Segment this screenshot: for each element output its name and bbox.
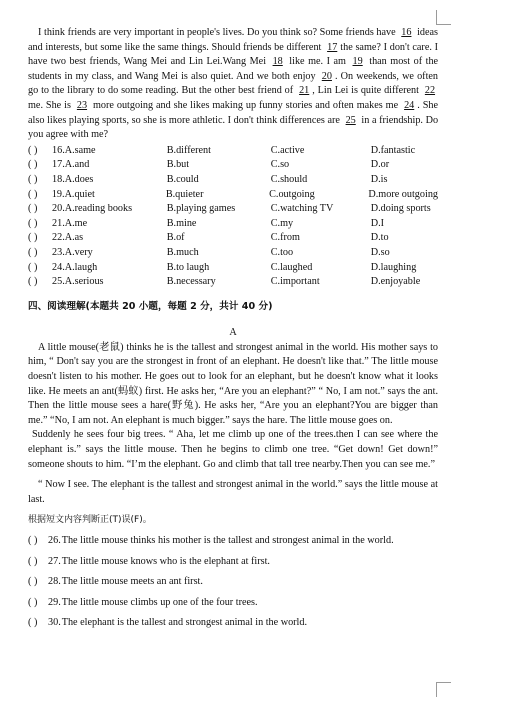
cloze-text: other best friend of [214,85,294,97]
question-number: 22 [52,232,63,244]
question-number: 16 [52,144,63,156]
answer-blank: ( ) [28,555,38,567]
option-d: D.or [370,159,390,171]
option-a: A.reading books [64,203,133,215]
answer-blank: ( ) [28,217,38,229]
option-a: A.very [64,246,93,258]
option-b: B.mine [166,217,197,229]
question-list [28,534,438,631]
option-c: C.my [270,217,294,229]
blank-19: 19 [352,56,363,68]
answer-blank: ( ) [28,276,38,288]
tf-question: ( ) 29 . The little mouse climbs up one of the four trees. [28,596,438,611]
blank-20: 20 [321,70,332,82]
blank-25: 25 [345,114,356,126]
question-number: 18 [52,173,63,185]
question-number: 25 [52,276,63,288]
option-b: B.of [166,232,185,244]
option-c: C.should [270,173,308,185]
option-b: B.to laugh [166,261,210,273]
cloze-text: sports, so she is more athletic. I don't think differences are [102,114,340,126]
cloze-passage [28,26,438,143]
option-row: ( ) 19 . A.quiet B.quieter C.outgoing D.more outgoing [28,188,438,203]
tf-question: ( ) 28 . The little mouse meets an ant first. [28,575,438,590]
tf-question: ( ) 30 . The elephant is the tallest and strongest animal in the world. [28,616,438,631]
answer-blank: ( ) [28,576,38,588]
option-d: D.doing sports [370,203,431,215]
option-a: A.and [64,159,90,171]
cloze-text: . She also likes playing [28,99,439,126]
blank-21: 21 [299,85,310,97]
question-number: 21 [52,217,63,229]
cloze-text: the [340,41,353,53]
option-row: ( ) 17 . A.and B.but C.so D.or [28,158,438,173]
option-d: D.more outgoing [368,188,439,200]
passage-paragraph: A little mouse(老鼠) thinks he is the tallest and strongest animal in the world. His mother says to him, “ Don't say you are the strongest in front of an elephant. He doesn't like that.” The little mouse doesn't listen to his mother. He goes out to look for an elephant, but he doesn't know what it looks like. He meets an ant(蚂蚁) first. He asks her, “Are you an elephant?” “ No, I am not.” says the ant. Then the little mouse sees a hare(野兔). He asks her, “Are you an elephant?You are bigger than me.” “No, I am not. An elephant is much bigger.” says the hare. The little mouse goes on. [28,341,438,426]
answer-blank: ( ) [28,232,38,244]
option-c: C.from [270,232,300,244]
option-row: ( ) 16 . A.same B.different C.active D.fantastic [28,144,438,159]
option-c: C.active [270,144,305,156]
answer-blank: ( ) [28,203,38,215]
option-c: C.laughed [270,261,313,273]
cloze-text: like [289,56,305,68]
cloze-text: me. I am [308,56,346,68]
blank-16: 16 [401,27,412,38]
cloze-text: . On weekends, we often go to the library to do some reading. But the [28,70,439,97]
option-row: ( ) 21 . A.me B.mine C.my D.I [28,217,438,232]
option-d: D.I [370,217,385,229]
option-row: ( ) 25 . A.serious B.necessary C.important D.enjoyable [28,275,438,290]
answer-blank: ( ) [28,246,38,258]
answer-blank: ( ) [28,261,38,273]
option-b: B.quieter [165,188,204,200]
cloze-text: in a friendship. Do you [28,114,439,141]
question-text: The little mouse thinks his mother is the tallest and strongest animal in the world. [61,535,394,546]
question-number: 26 [48,535,59,546]
question-number: 30 [48,617,59,629]
option-d: D.to [370,232,389,244]
answer-blank: ( ) [28,173,38,185]
option-row: ( ) 18 . A.does B.could C.should D.is [28,173,438,188]
answer-blank: ( ) [28,144,38,156]
question-text: The little mouse meets an ant first. [61,576,203,588]
option-c: C.outgoing [269,188,315,200]
question-number: 23 [52,246,63,258]
answer-blank: ( ) [28,617,38,629]
option-c: C.so [270,159,290,171]
option-d: D.enjoyable [370,276,421,288]
option-d: D.laughing [370,261,417,273]
options-list [28,144,438,290]
option-c: C.watching TV [270,203,334,215]
option-row: ( ) 23 . A.very B.much C.too D.so [28,246,438,261]
option-row: ( ) 20 . A.reading books B.playing games C.watching TV D.doing sports [28,202,438,217]
cloze-text: agree with me? [45,129,109,141]
blank-22: 22 [424,85,436,97]
blank-18: 18 [272,56,283,68]
question-number: 27 [48,555,59,567]
option-a: A.same [64,144,96,156]
question-number: 19 [51,188,63,200]
option-c: C.too [270,246,294,258]
option-d: D.fantastic [370,144,416,156]
question-number: 17 [52,159,63,171]
option-d: D.so [370,246,390,258]
crop-mark-bottom-right [436,682,451,697]
option-b: B.playing games [166,203,236,215]
option-row: ( ) 22 . A.as B.of C.from D.to [28,231,438,246]
crop-mark-top-right [436,10,451,25]
question-number: 28 [48,576,59,588]
cloze-text: I think friends are very important in people's lives. Do you think so? Some friends have [38,27,396,38]
passage-paragraph: “ Now I see. The elephant is the tallest and strongest animal in the world.” says the little mouse at last. [28,479,438,505]
passage-title: A [229,327,237,339]
instruction: 根据短文内容判断正(T)误(F)。 [28,515,152,526]
blank-24: 24 [404,99,415,111]
option-a: A.as [64,232,84,244]
answer-blank: ( ) [28,159,38,171]
option-row: ( ) 24 . A.laugh B.to laugh C.laughed D.laughing [28,261,438,276]
tf-question: ( ) 26 . The little mouse thinks his mother is the tallest and strongest animal in the world. [28,534,438,549]
question-number: 24 [52,261,63,273]
document-page [28,26,438,631]
cloze-text: than most of the students in my class, and Wang Mei is also quiet. And we [28,56,439,82]
option-a: A.quiet [64,188,95,200]
question-text: The elephant is the tallest and strongest animal in the world. [61,617,308,629]
blank-23: 23 [76,99,88,111]
cloze-text: more outgoing [93,99,154,111]
section-title: 四、阅读理解(本题共 20 小题，每题 2 分，共计 40 分) [28,300,273,312]
blank-17: 17 [327,41,338,53]
tf-question: ( ) 27 . The little mouse knows who is the elephant at first. [28,555,438,570]
option-b: B.different [166,144,211,156]
option-a: A.does [64,173,94,185]
cloze-text: both enjoy [271,70,316,82]
option-a: A.serious [64,276,104,288]
option-c: C.important [270,276,320,288]
option-b: B.could [166,173,199,185]
question-text: The little mouse climbs up one of the four trees. [61,596,258,608]
option-d: D.is [370,173,388,185]
passage-paragraph: Suddenly he sees four big trees. “ Aha, let me climb up one of the trees.then I can see where the elephant is.” says the little mouse. Then he begins to climb one tree. “Get down! Get down!” someone shouts to him. “I’m the elephant. Go and climb that tall tree nearby.Then you can see me.” [28,429,438,470]
option-a: A.laugh [64,261,98,273]
option-a: A.me [64,217,88,229]
cloze-text: , Lin Lei is quite different [312,85,419,97]
question-text: The little mouse knows who is the elephant at first. [61,555,270,567]
option-b: B.much [166,246,199,258]
cloze-text: me. She is [28,99,71,111]
answer-blank: ( ) [28,535,38,546]
option-b: B.necessary [166,276,216,288]
cloze-text: same? I don't care. I have two best friends, Wang Mei and Lin Lei.Wang Mei [28,41,439,68]
cloze-text: ideas and interests, but some like the same things. Should friends be different [28,27,439,53]
answer-blank: ( ) [28,596,38,608]
answer-blank: ( ) [28,188,38,200]
option-b: B.but [166,159,190,171]
question-number: 20 [52,203,63,215]
cloze-text: and she likes making up funny stories and often makes me [156,99,399,111]
question-number: 29 [48,596,59,608]
